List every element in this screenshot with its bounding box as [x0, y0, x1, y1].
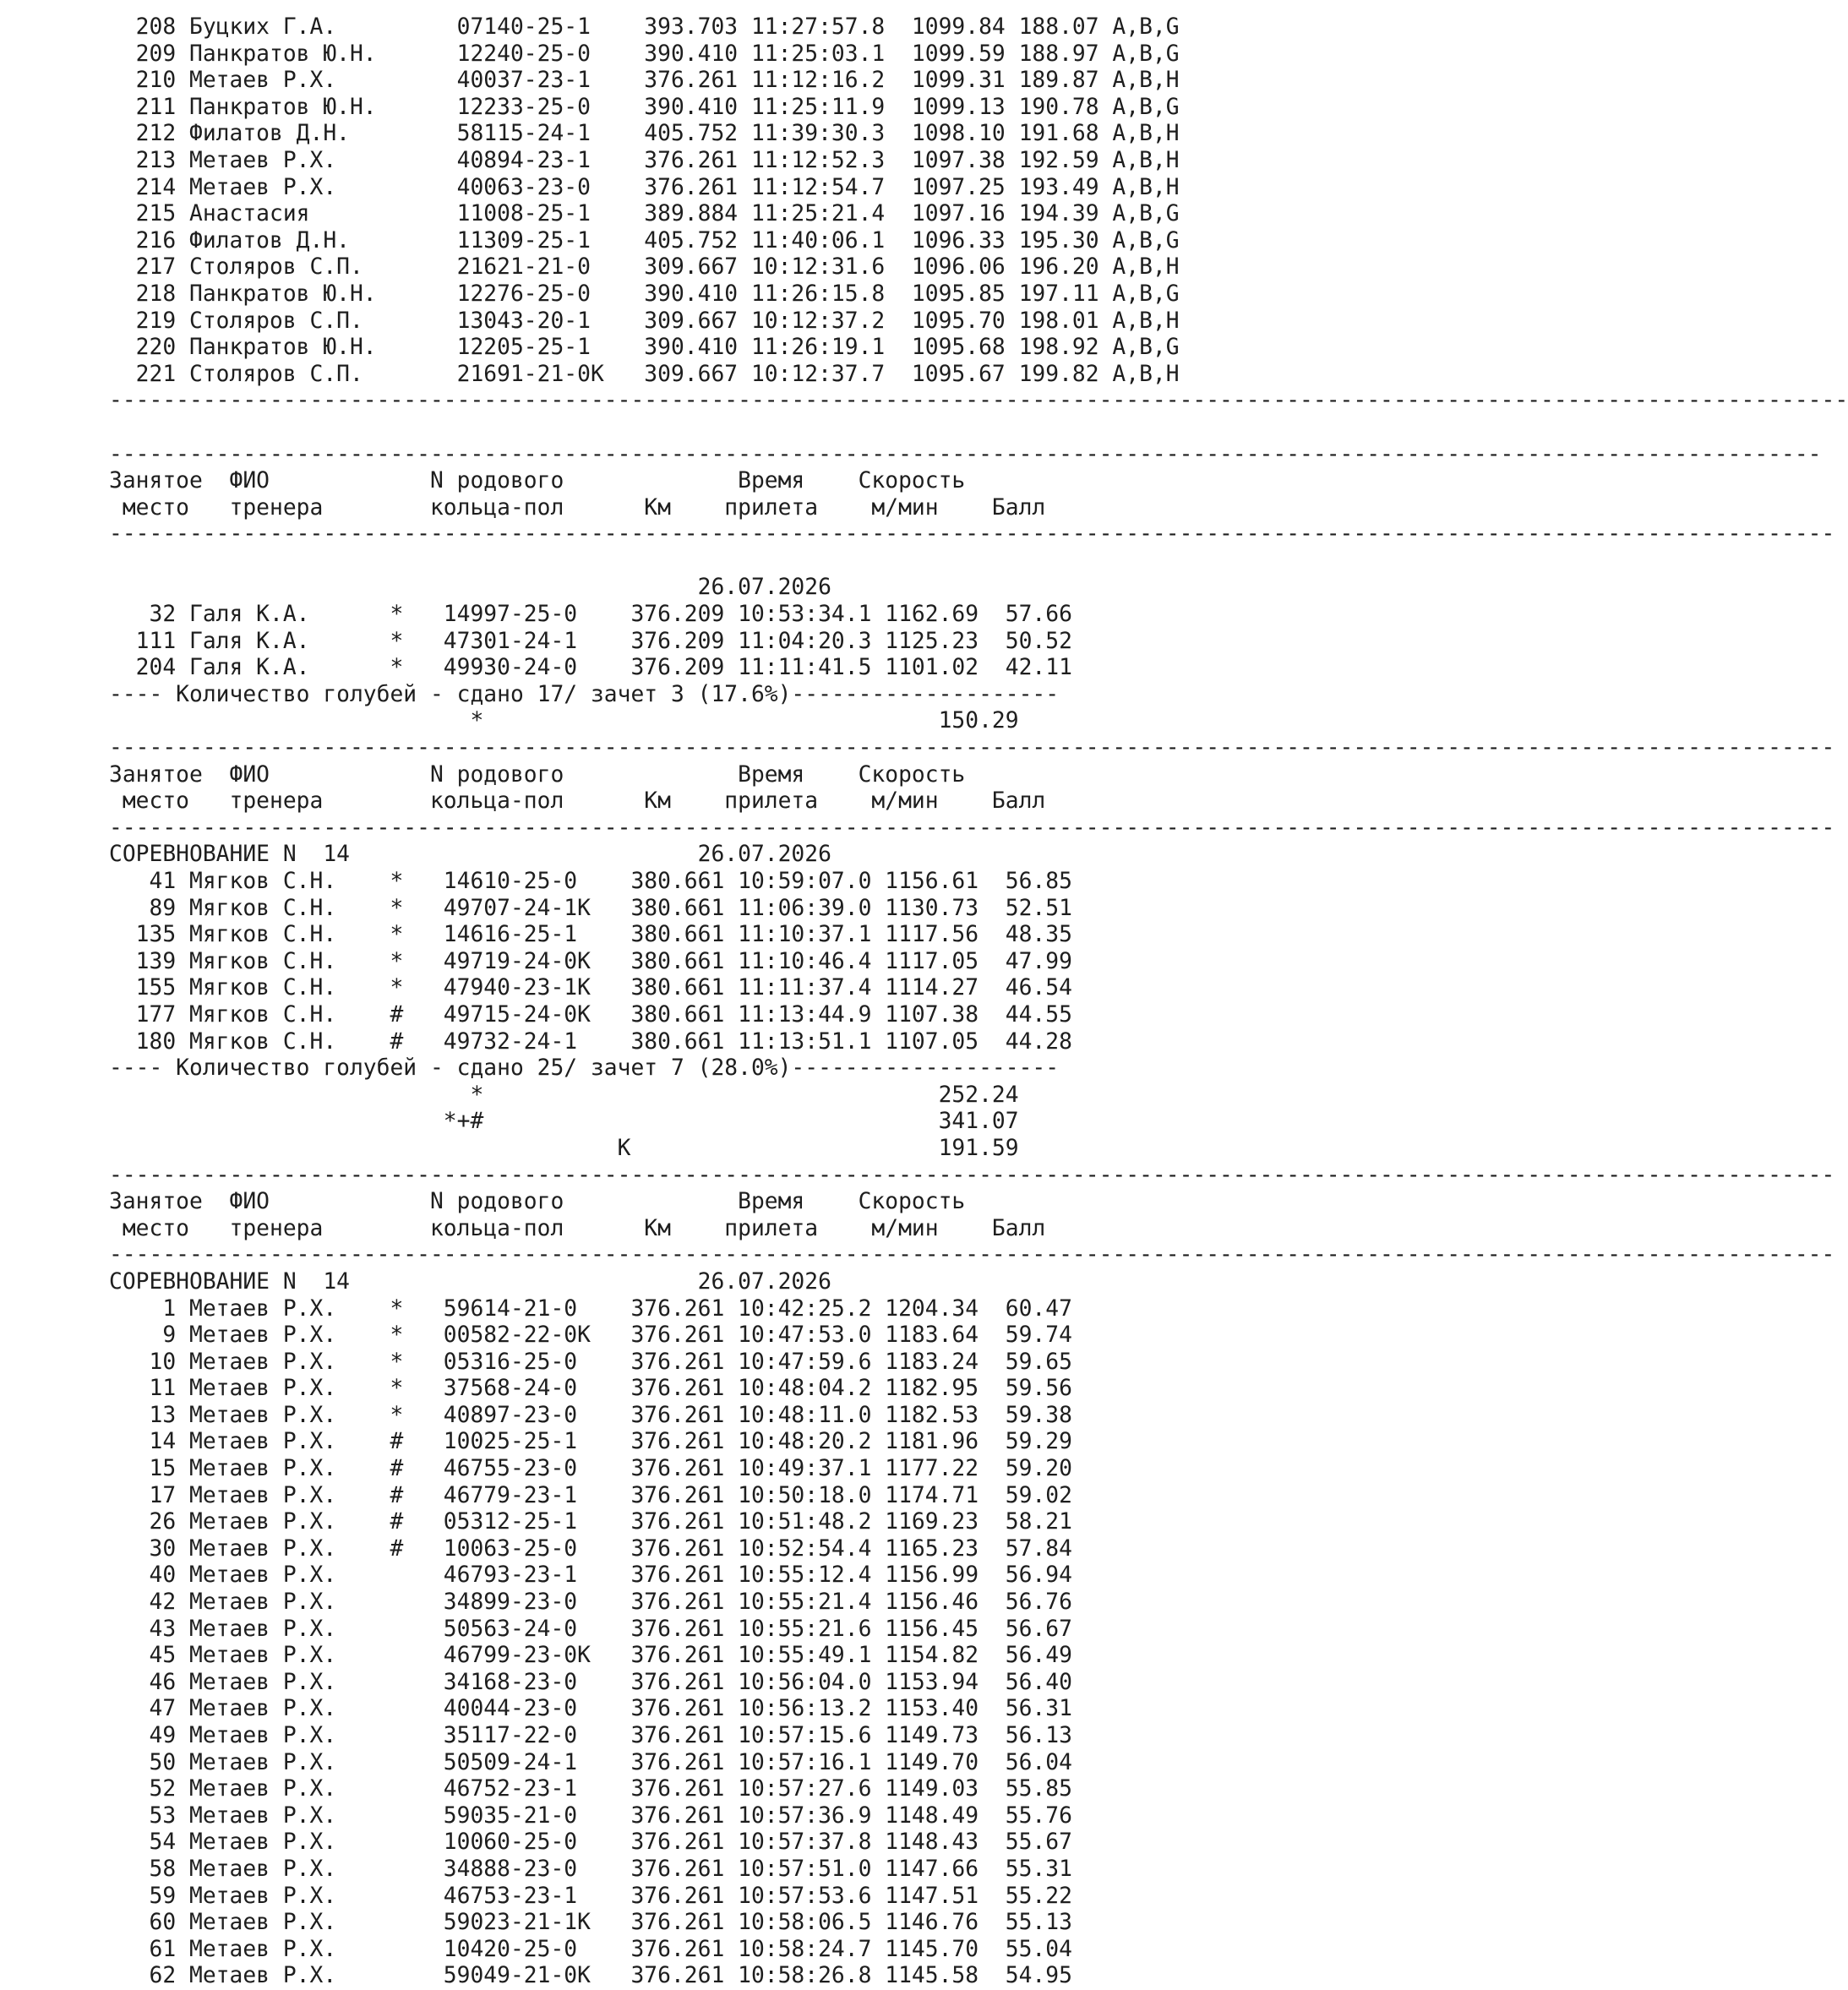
report-line: 211 Панкратов Ю.Н. 12233-25-0 390.410 11:25:11.9 1099.13 190.78 A,B,G: [109, 94, 1180, 120]
report-line: * 150.29: [109, 708, 1019, 734]
report-line: 41 Мягков С.Н. * 14610-25-0 380.661 10:59:07.0 1156.61 56.85: [109, 869, 1072, 894]
report-line: 204 Галя К.А. * 49930-24-0 376.209 11:11:41.5 1101.02 42.11: [109, 655, 1072, 681]
report-line: [109, 415, 1848, 442]
report-line: 214 Метаев Р.Х. 40063-23-0 376.261 11:12:54.7 1097.25 193.49 A,B,H: [109, 174, 1180, 200]
report-line: K 191.59: [109, 1135, 1019, 1161]
report-line: 1 Метаев Р.Х. * 59614-21-0 376.261 10:42:25.2 1204.34 60.47: [109, 1295, 1072, 1322]
report-line: 15 Метаев Р.Х. # 46755-23-0 376.261 10:49:37.1 1177.22 59.20: [109, 1456, 1072, 1482]
report-line: 59 Метаев Р.Х. 46753-23-1 376.261 10:57:53.6 1147.51 55.22: [109, 1883, 1072, 1909]
report-line: 9 Метаев Р.Х. * 00582-22-0K 376.261 10:47:53.0 1183.64 59.74: [109, 1322, 1072, 1349]
report-line: 215 Анастасия 11008-25-1 389.884 11:25:21.4 1097.16 194.39 A,B,G: [109, 201, 1180, 227]
report-line: 26 Метаев Р.Х. # 05312-25-1 376.261 10:51:48.2 1169.23 58.21: [109, 1509, 1072, 1535]
report-line: 155 Мягков С.Н. * 47940-23-1K 380.661 11:11:37.4 1114.27 46.54: [109, 975, 1072, 1001]
results-report: [109, 14, 1848, 1990]
report-line: ----------------------------------------------------------------------------------------------------------------------------------: [109, 388, 1848, 414]
report-line: 42 Метаев Р.Х. 34899-23-0 376.261 10:55:21.4 1156.46 56.76: [109, 1589, 1072, 1616]
report-line: ---------------------------------------------------------------------------------------------------------------------------------: [109, 815, 1835, 841]
report-line: --------------------------------------------------------------------------------------------------------------------------------: [109, 441, 1822, 467]
report-line: 111 Галя К.А. * 47301-24-1 376.209 11:04:20.3 1125.23 50.52: [109, 628, 1072, 654]
report-line: место тренера кольца-пол Км прилета м/мин Балл: [109, 494, 1046, 521]
report-line: 17 Метаев Р.Х. # 46779-23-1 376.261 10:50:18.0 1174.71 59.02: [109, 1482, 1072, 1508]
report-line: 180 Мягков С.Н. # 49732-24-1 380.661 11:13:51.1 1107.05 44.28: [109, 1028, 1072, 1055]
report-line: место тренера кольца-пол Км прилета м/мин Балл: [109, 788, 1046, 815]
report-line: 13 Метаев Р.Х. * 40897-23-0 376.261 10:48:11.0 1182.53 59.38: [109, 1402, 1072, 1428]
report-line: 218 Панкратов Ю.Н. 12276-25-0 390.410 11:26:15.8 1095.85 197.11 A,B,G: [109, 281, 1180, 307]
report-line: 26.07.2026: [109, 575, 831, 601]
report-line: 45 Метаев Р.Х. 46799-23-0K 376.261 10:55:49.1 1154.82 56.49: [109, 1643, 1072, 1669]
report-line: 14 Метаев Р.Х. # 10025-25-1 376.261 10:48:20.2 1181.96 59.29: [109, 1429, 1072, 1455]
report-line: 47 Метаев Р.Х. 40044-23-0 376.261 10:56:13.2 1153.40 56.31: [109, 1696, 1072, 1722]
report-line: СОРЕВНОВАНИЕ N 14 26.07.2026: [109, 1268, 831, 1295]
report-line: 54 Метаев Р.Х. 10060-25-0 376.261 10:57:37.8 1148.43 55.67: [109, 1829, 1072, 1856]
report-line: 11 Метаев Р.Х. * 37568-24-0 376.261 10:48:04.2 1182.95 59.56: [109, 1376, 1072, 1402]
report-line: 30 Метаев Р.Х. # 10063-25-0 376.261 10:52:54.4 1165.23 57.84: [109, 1535, 1072, 1562]
report-line: 216 Филатов Д.Н. 11309-25-1 405.752 11:40:06.1 1096.33 195.30 A,B,G: [109, 227, 1180, 254]
report-line: 221 Столяров С.П. 21691-21-0K 309.667 10:12:37.7 1095.67 199.82 A,B,H: [109, 361, 1180, 387]
report-line: 52 Метаев Р.Х. 46752-23-1 376.261 10:57:27.6 1149.03 55.85: [109, 1776, 1072, 1802]
report-line: 210 Метаев Р.Х. 40037-23-1 376.261 11:12:16.2 1099.31 189.87 A,B,H: [109, 68, 1180, 94]
report-line: 139 Мягков С.Н. * 49719-24-0K 380.661 11:10:46.4 1117.05 47.99: [109, 948, 1072, 974]
report-line: 40 Метаев Р.Х. 46793-23-1 376.261 10:55:12.4 1156.99 56.94: [109, 1562, 1072, 1589]
report-line: 89 Мягков С.Н. * 49707-24-1K 380.661 11:06:39.0 1130.73 52.51: [109, 895, 1072, 921]
report-line: ---------------------------------------------------------------------------------------------------------------------------------: [109, 735, 1835, 761]
report-line: 50 Метаев Р.Х. 50509-24-1 376.261 10:57:16.1 1149.70 56.04: [109, 1749, 1072, 1775]
report-line: место тренера кольца-пол Км прилета м/мин Балл: [109, 1215, 1046, 1241]
report-line: 49 Метаев Р.Х. 35117-22-0 376.261 10:57:15.6 1149.73 56.13: [109, 1723, 1072, 1748]
report-line: 60 Метаев Р.Х. 59023-21-1K 376.261 10:58:06.5 1146.76 55.13: [109, 1910, 1072, 1936]
report-line: 10 Метаев Р.Х. * 05316-25-0 376.261 10:47:59.6 1183.24 59.65: [109, 1349, 1072, 1375]
report-line: 219 Столяров С.П. 13043-20-1 309.667 10:12:37.2 1095.70 198.01 A,B,H: [109, 308, 1180, 334]
report-line: 217 Столяров С.П. 21621-21-0 309.667 10:12:31.6 1096.06 196.20 A,B,H: [109, 254, 1180, 281]
report-line: 208 Буцких Г.А. 07140-25-1 393.703 11:27:57.8 1099.84 188.07 A,B,G: [109, 14, 1180, 40]
report-line: СОРЕВНОВАНИЕ N 14 26.07.2026: [109, 842, 831, 868]
report-line: 213 Метаев Р.Х. 40894-23-1 376.261 11:12:52.3 1097.38 192.59 A,B,H: [109, 147, 1180, 173]
report-line: 135 Мягков С.Н. * 14616-25-1 380.661 11:10:37.1 1117.56 48.35: [109, 922, 1072, 948]
report-line: ---------------------------------------------------------------------------------------------------------------------------------: [109, 1162, 1835, 1188]
report-line: 32 Галя К.А. * 14997-25-0 376.209 10:53:34.1 1162.69 57.66: [109, 602, 1072, 628]
report-line: 177 Мягков С.Н. # 49715-24-0K 380.661 11:13:44.9 1107.38 44.55: [109, 1001, 1072, 1028]
report-line: ---------------------------------------------------------------------------------------------------------------------------------: [109, 1242, 1835, 1268]
report-line: 43 Метаев Р.Х. 50563-24-0 376.261 10:55:21.6 1156.45 56.67: [109, 1616, 1072, 1642]
report-line: Занятое ФИО N родового Время Скорость: [109, 761, 966, 788]
report-line: 53 Метаев Р.Х. 59035-21-0 376.261 10:57:36.9 1148.49 55.76: [109, 1802, 1072, 1829]
report-line: * 252.24: [109, 1082, 1019, 1108]
report-line: 58 Метаев Р.Х. 34888-23-0 376.261 10:57:51.0 1147.66 55.31: [109, 1856, 1072, 1882]
report-line: Занятое ФИО N родового Время Скорость: [109, 468, 966, 494]
report-line: ---- Количество голубей - сдано 17/ зачет 3 (17.6%)--------------------: [109, 681, 1060, 707]
report-line: [109, 548, 1848, 575]
report-line: Занятое ФИО N родового Время Скорость: [109, 1189, 966, 1215]
report-line: 209 Панкратов Ю.Н. 12240-25-0 390.410 11:25:03.1 1099.59 188.97 A,B,G: [109, 41, 1180, 67]
report-line: *+# 341.07: [109, 1109, 1019, 1135]
report-line: 62 Метаев Р.Х. 59049-21-0K 376.261 10:58:26.8 1145.58 54.95: [109, 1963, 1072, 1989]
report-line: 61 Метаев Р.Х. 10420-25-0 376.261 10:58:24.7 1145.70 55.04: [109, 1936, 1072, 1962]
report-line: 212 Филатов Д.Н. 58115-24-1 405.752 11:39:30.3 1098.10 191.68 A,B,H: [109, 121, 1180, 147]
report-line: ---------------------------------------------------------------------------------------------------------------------------------: [109, 521, 1835, 548]
report-line: 46 Метаев Р.Х. 34168-23-0 376.261 10:56:04.0 1153.94 56.40: [109, 1669, 1072, 1695]
report-line: ---- Количество голубей - сдано 25/ зачет 7 (28.0%)--------------------: [109, 1055, 1060, 1082]
report-line: 220 Панкратов Ю.Н. 12205-25-1 390.410 11:26:19.1 1095.68 198.92 A,B,G: [109, 335, 1180, 361]
